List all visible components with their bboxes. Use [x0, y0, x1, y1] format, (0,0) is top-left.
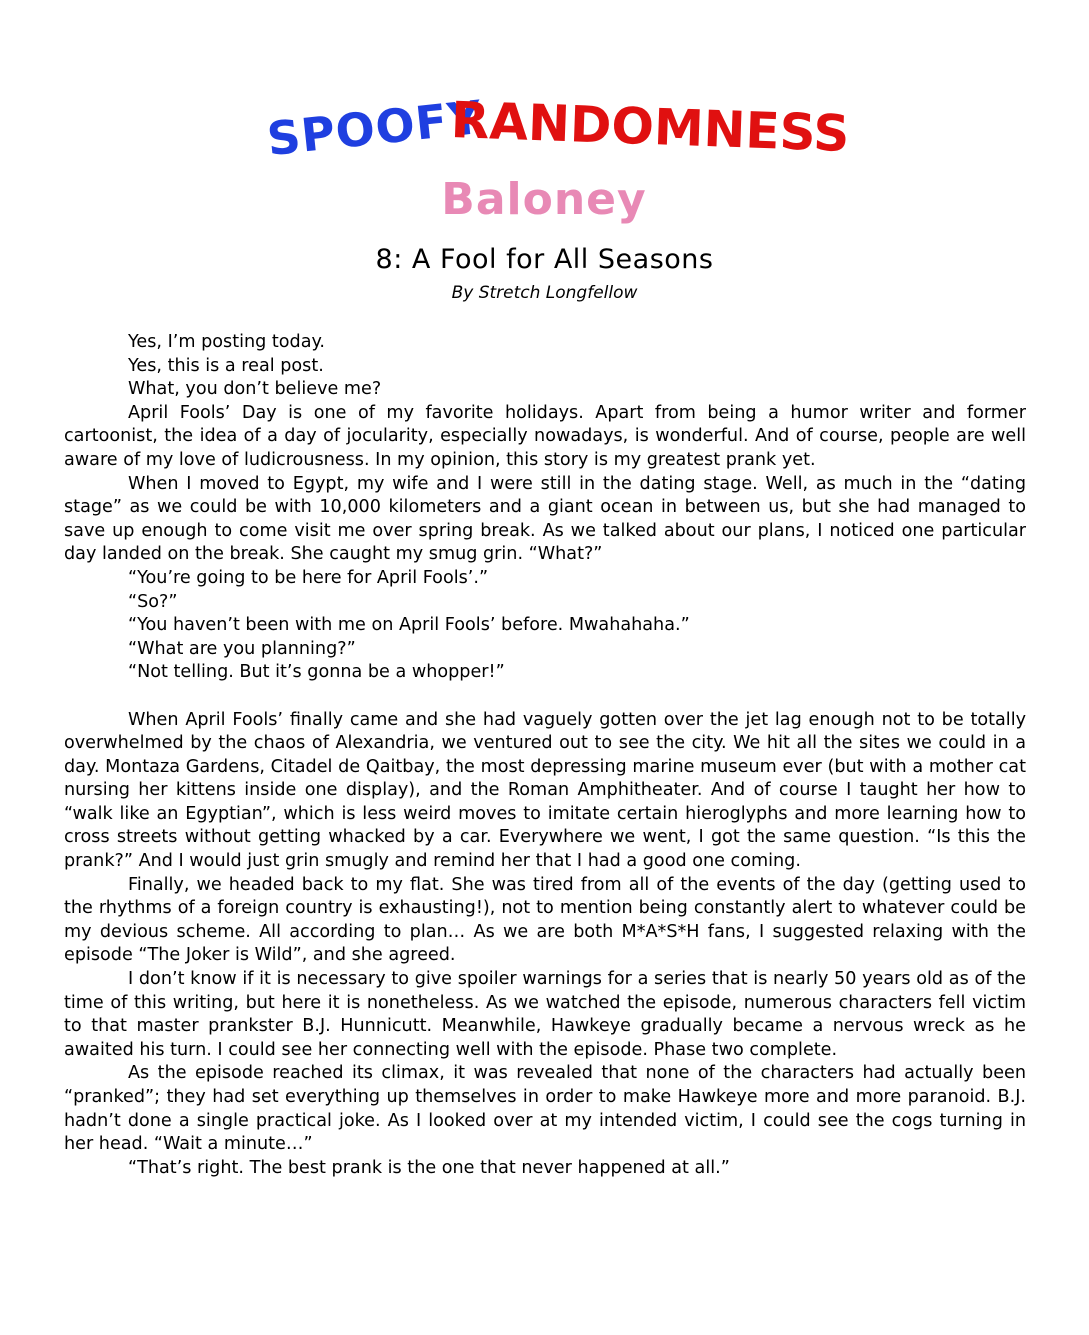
story-paragraph: When I moved to Egypt, my wife and I were still in the dating stage. Well, as much in the “dating stage” as we could be with 10,000 kilometers and a giant ocean in between us, but she had managed to save up enough to come visit me over spring break. As we talked about our plans, I noticed one particular day landed on the break. She caught my smug grin. “What?”: [64, 473, 1026, 565]
story-paragraph: “That’s right. The best prank is the one that never happened at all.”: [128, 1157, 730, 1178]
story-paragraph: “You haven’t been with me on April Fools’ before. Mwahahaha.”: [128, 615, 690, 636]
story-paragraph: Finally, we headed back to my flat. She was tired from all of the events of the day (getting used to the rhythms of a foreign country is exhausting!), not to mention being constantly alert to whatever could be my devious scheme. All according to plan… As we are both M*A*S*H fans, I suggested relaxing with the episode “The Joker is Wild”, and she agreed.: [64, 874, 1026, 966]
logo-subtitle-baloney: Baloney: [441, 174, 647, 225]
story-paragraph: April Fools’ Day is one of my favorite holidays. Apart from being a humor writer and former cartoonist, the idea of a day of jocularity, especially nowadays, is wonderful. And of course, people are well aware of my love of ludicrousness. In my opinion, this story is my greatest prank yet.: [64, 402, 1026, 470]
story-body: [64, 331, 1026, 1180]
byline: By Stretch Longfellow: [451, 283, 638, 303]
story-paragraph: When April Fools’ finally came and she had vaguely gotten over the jet lag enough not to be totally overwhelmed by the chaos of Alexandria, we ventured out to see the city. We hit all the sites we could in a day. Montaza Gardens, Citadel de Qaitbay, the most depressing marine museum ever (but with a mother cat nursing her kittens inside one display), and the Roman Amphitheater. And of course I taught her how to “walk like an Egyptian”, which is less weird moves to imitate certain hieroglyphs and more learning how to cross streets without getting whacked by a car. Everywhere we went, I got the same question. “Is this the prank?” And I would just grin smugly and remind her that I had a good one coming.: [64, 709, 1026, 872]
story-paragraph: “Not telling. But it’s gonna be a whopper!”: [128, 662, 505, 683]
chapter-title: 8: A Fool for All Seasons: [375, 244, 714, 275]
story-paragraph: “What are you planning?”: [128, 638, 356, 659]
paragraph-gap: [64, 685, 1026, 709]
story-paragraph: “So?”: [128, 591, 178, 612]
story-paragraph: I don’t know if it is necessary to give spoiler warnings for a series that is nearly 50 years old as of the time of this writing, but here it is nonetheless. As we watched the episode, numerous characters fell victim to that master prankster B.J. Hunnicutt. Meanwhile, Hawkeye gradually became a nervous wreck as he awaited his turn. I could see her connecting well with the episode. Phase two complete.: [64, 969, 1026, 1060]
story-paragraph: As the episode reached its climax, it was revealed that none of the characters had actually been “pranked”; they had set everything up themselves in order to make Hawkeye more and more paranoid. B.J. hadn’t done a single practical joke. As I looked over at my intended victim, I could see the cogs turning in her head. “Wait a minute…”: [64, 1063, 1026, 1155]
logo-word-spoofy: SPOOFY: [264, 89, 485, 167]
story-paragraph: Yes, I’m posting today.: [128, 332, 326, 352]
story-paragraph: “You’re going to be here for April Fools’.”: [128, 567, 489, 588]
story-paragraph: What, you don’t believe me?: [128, 379, 382, 400]
logo-word-randomness: RANDOMNESS: [449, 91, 851, 163]
spoofy-randomness-logo: [0, 62, 1089, 242]
story-paragraph: Yes, this is a real post.: [128, 355, 324, 376]
